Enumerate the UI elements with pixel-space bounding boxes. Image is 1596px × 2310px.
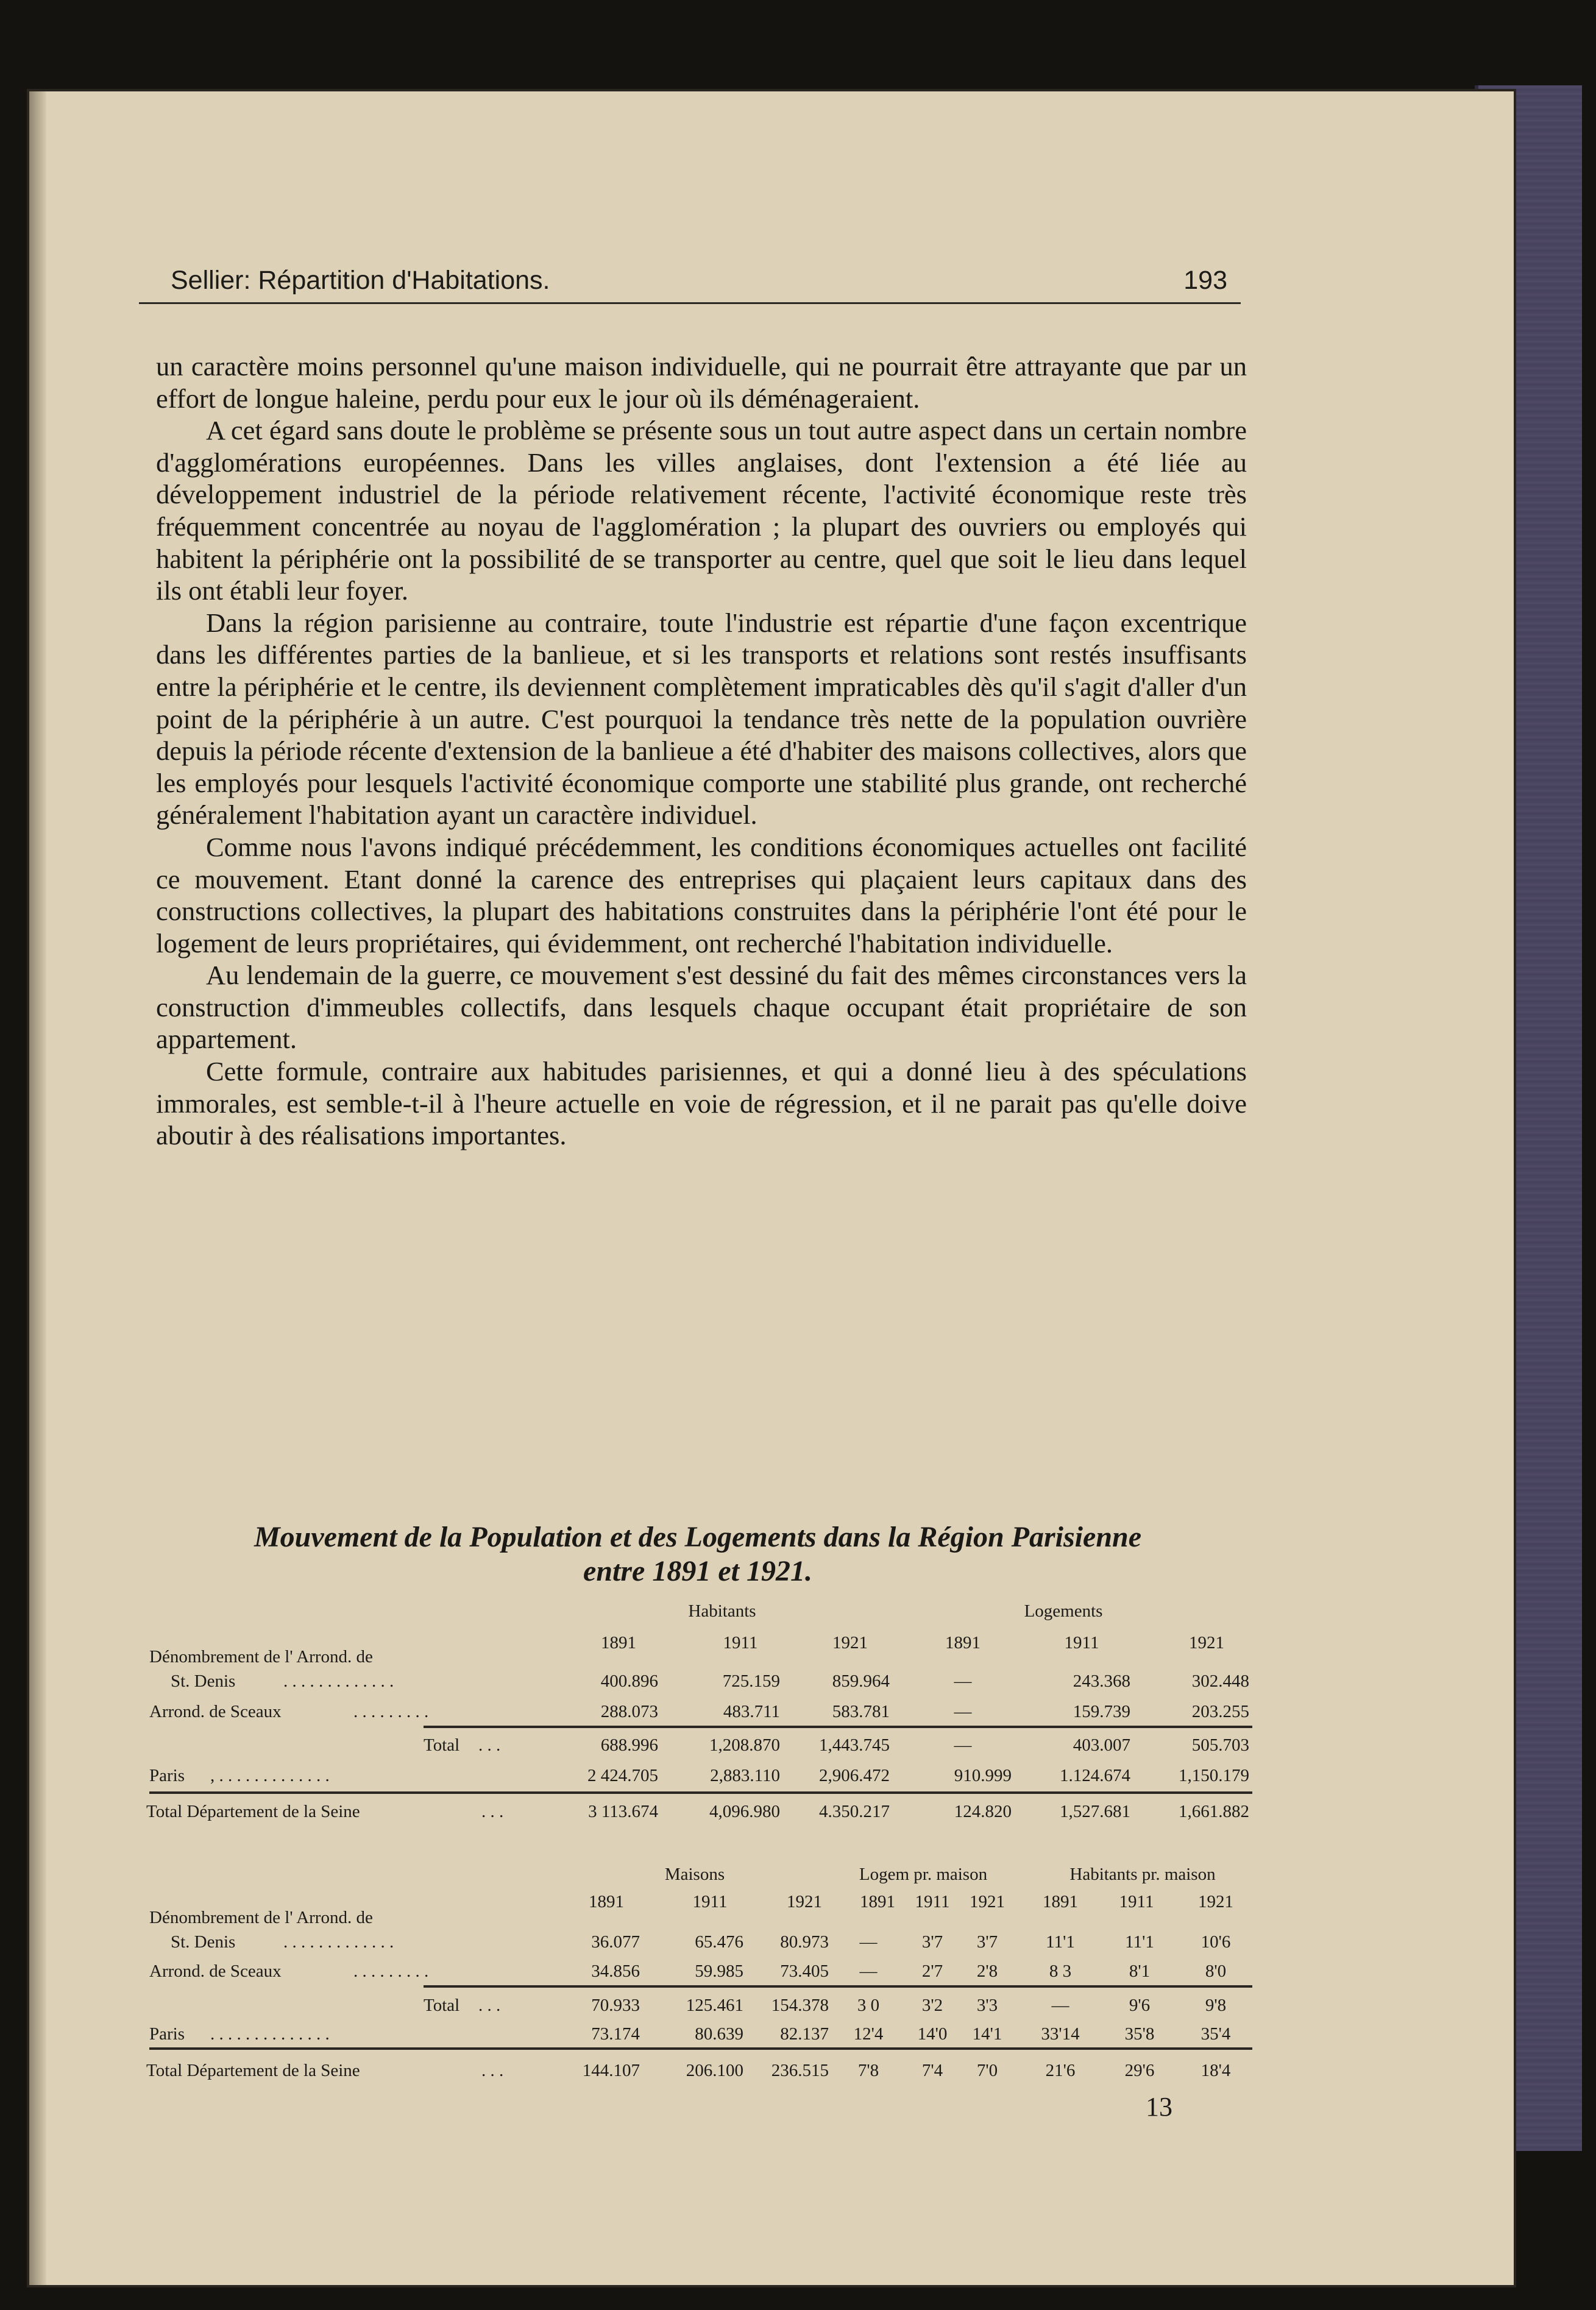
row-label: St. Denis <box>171 1932 236 1952</box>
table-cell: 34.856 <box>591 1961 640 1981</box>
table-cell: 82.137 <box>780 2024 829 2044</box>
leader-dots: . . . <box>481 1802 504 1821</box>
table-cell: — <box>859 1932 878 1952</box>
table-cell: 9'8 <box>1205 1996 1227 2015</box>
table-cell: 125.461 <box>686 1996 743 2015</box>
table-cell: 725.159 <box>722 1671 780 1691</box>
table-cell: 3'3 <box>976 1996 998 2015</box>
table-title-line: entre 1891 et 1921. <box>583 1555 812 1587</box>
leader-dots: . . . <box>481 2061 504 2080</box>
table-cell: 1,661.882 <box>1179 1802 1249 1821</box>
leader-dots: . . . . . . . . . <box>353 1702 429 1721</box>
table-cell: 1,150.179 <box>1179 1766 1249 1785</box>
table-cell: 403.007 <box>1073 1735 1130 1755</box>
table-cell: 9'6 <box>1129 1996 1151 2015</box>
table-cell: 73.174 <box>591 2024 640 2044</box>
table-cell: 236.515 <box>771 2061 829 2080</box>
year-header: 1891 <box>1043 1892 1078 1911</box>
table-cell: 2 424.705 <box>587 1766 658 1785</box>
table-cell: 2,906.472 <box>819 1766 890 1785</box>
table-cell: 302.448 <box>1191 1671 1249 1691</box>
table-cell: 4.350.217 <box>819 1802 890 1821</box>
table-cell: 80.973 <box>780 1932 829 1952</box>
table-cell: 3 113.674 <box>588 1802 658 1821</box>
table-cell: 910.999 <box>954 1766 1012 1785</box>
year-header: 1891 <box>601 1633 636 1653</box>
leader-dots: . . . <box>478 1996 501 2015</box>
table-cell: 3 0 <box>857 1996 880 2015</box>
table-cell: 206.100 <box>686 2061 743 2080</box>
table-cell: 18'4 <box>1201 2061 1231 2080</box>
table-cell: 154.378 <box>771 1996 829 2015</box>
paragraph: Dans la région parisienne au contraire, toute l'industrie est répartie d'une façon excentrique dans les différentes parties de la banlieue, et si les transports et relations sont restés insuffisants entre la périphérie et le centre, ils deviennent complètement impraticables dès qu'il s'agit d'aller d'un point de la périphérie à un autre. C'est pourquoi la tendance très nette de la population ouvrière depuis la période récente d'extension de la banlieue a été d'habiter des maisons collectives, alors que les employés pour lesquels l'activité économique comporte une stabilité plus grande, ont recherché généralement l'habitation ayant un caractère individuel. <box>156 607 1247 831</box>
table-cell: 35'4 <box>1201 2024 1231 2044</box>
table-rule <box>149 2047 1252 2050</box>
year-header: 1921 <box>787 1892 822 1911</box>
table-cell: 8 3 <box>1049 1961 1072 1981</box>
group-header-logem: Logem pr. maison <box>859 1865 988 1884</box>
table-cell: 1,208.870 <box>709 1735 780 1755</box>
paragraph: Cette formule, contraire aux habitudes parisiennes, et qui a donné lieu à des spéculations immorales, est semble-t-il à l'heure actuelle en voie de régression, et il ne parait pas qu'elle doive aboutir à des réalisations importantes. <box>156 1056 1247 1151</box>
table-cell: 1,527.681 <box>1060 1802 1130 1821</box>
body-text <box>156 350 1247 1152</box>
table-cell: 73.405 <box>780 1961 829 1981</box>
table-cell: 29'6 <box>1124 2061 1155 2080</box>
table-cell: — <box>954 1735 972 1755</box>
year-header: 1921 <box>832 1633 868 1653</box>
year-header: 1911 <box>1119 1892 1154 1911</box>
leader-dots: . . . . . . . . . <box>353 1961 429 1981</box>
table-cell: 14'1 <box>972 2024 1002 2044</box>
paragraph: A cet égard sans doute le problème se présente sous un tout autre aspect dans un certain nombre d'agglomérations européennes. Dans les villes anglaises, dont l'extension a été liée au développement industriel de la période relativement récente, l'activité économique reste très fréquemment concentrée au noyau de l'agglomération ; la plupart des ouvriers ou employés qui habitent la périphérie ont la possibilité de se transporter au centre, quel que soit le lieu dans lequel ils ont établi leur foyer. <box>156 415 1247 606</box>
table-cell: 59.985 <box>695 1961 743 1981</box>
year-header: 1921 <box>970 1892 1005 1911</box>
row-label: St. Denis <box>171 1671 236 1691</box>
table-cell: 243.368 <box>1073 1671 1130 1691</box>
row-label: Total <box>424 1996 460 2015</box>
table-cell: 70.933 <box>591 1996 640 2015</box>
year-header: 1891 <box>589 1892 624 1911</box>
table-cell: 11'1 <box>1046 1932 1075 1952</box>
group-header-habitants: Habitants <box>688 1601 756 1621</box>
group-header-maisons: Maisons <box>664 1865 725 1884</box>
row-label: Arrond. de Sceaux <box>149 1702 282 1721</box>
table-rule <box>424 1985 1252 1988</box>
running-head-title: Sellier: Répartition d'Habitations. <box>171 266 550 295</box>
table-cell: 288.073 <box>600 1702 658 1721</box>
row-label: Arrond. de Sceaux <box>149 1961 282 1981</box>
year-header: 1911 <box>1064 1633 1099 1653</box>
table-cell: 7'8 <box>857 2061 879 2080</box>
table-cell: 583.781 <box>832 1702 890 1721</box>
table-cell: 2,883.110 <box>710 1766 780 1785</box>
table-cell: 3'7 <box>921 1932 943 1952</box>
row-label: Paris <box>149 2024 185 2044</box>
year-header: 1891 <box>945 1633 981 1653</box>
table-cell: 7'4 <box>921 2061 943 2080</box>
table-cell: — <box>954 1671 972 1691</box>
page-number: 193 <box>1183 266 1227 295</box>
table-cell: 7'0 <box>976 2061 998 2080</box>
page-gutter <box>29 91 46 2285</box>
table-rule <box>424 1726 1252 1728</box>
table-title-line: Mouvement de la Population et des Logements dans la Région Parisienne <box>254 1521 1142 1553</box>
leader-dots: . . . . . . . . . . . . . <box>283 1671 394 1691</box>
table-cell: — <box>859 1961 878 1981</box>
table-cell: 14'0 <box>917 2024 948 2044</box>
table-cell: 2'8 <box>976 1961 998 1981</box>
paragraph: Au lendemain de la guerre, ce mouvement s'est dessiné du fait des mêmes circonstances vers la construction d'immeubles collectifs, dans lesquels chaque occupant était propriétaire de son appartement. <box>156 960 1247 1055</box>
table-cell: 4,096.980 <box>709 1802 780 1821</box>
year-header: 1891 <box>860 1892 895 1911</box>
row-label: Total <box>424 1735 460 1755</box>
table-cell: 505.703 <box>1191 1735 1249 1755</box>
table-cell: 688.996 <box>600 1735 658 1755</box>
row-label: Paris <box>149 1766 185 1785</box>
table-cell: — <box>954 1702 972 1721</box>
table-cell: 3'7 <box>976 1932 998 1952</box>
running-head <box>139 262 1241 304</box>
leader-dots: . . . <box>478 1735 501 1755</box>
table-cell: 203.255 <box>1191 1702 1249 1721</box>
group-header-logements: Logements <box>1024 1601 1103 1621</box>
paragraph: un caractère moins personnel qu'une maison individuelle, qui ne pourrait être attrayante que par un effort de longue haleine, perdu pour eux le jour où ils déménageraient. <box>156 351 1247 414</box>
table-cell: 10'6 <box>1201 1932 1231 1952</box>
signature-mark: 13 <box>1146 2092 1172 2122</box>
paragraph: Comme nous l'avons indiqué précédemment, les conditions économiques actuelles ont facilité ce mouvement. Etant donné la carence des entreprises qui plaçaient leurs capitaux dans des constructions collectives, la plupart des habitations construites dans la périphérie l'ont été pour le logement de leurs propriétaires, qui évidemment, ont recherché l'habitation individuelle. <box>156 831 1247 958</box>
table-cell: 65.476 <box>695 1932 743 1952</box>
table-cell: 400.896 <box>600 1671 658 1691</box>
group-header-habitants: Habitants pr. maison <box>1069 1865 1216 1884</box>
table-cell: 1.124.674 <box>1060 1766 1130 1785</box>
table-cell: — <box>1051 1996 1069 2015</box>
row-label: Dénombrement de l' Arrond. de <box>149 1908 373 1927</box>
row-label: Dénombrement de l' Arrond. de <box>149 1647 373 1667</box>
table-cell: 11'1 <box>1125 1932 1154 1952</box>
table-cell: 2'7 <box>921 1961 943 1981</box>
year-header: 1921 <box>1189 1633 1224 1653</box>
table-cell: 35'8 <box>1124 2024 1155 2044</box>
table-cell: 1,443.745 <box>819 1735 890 1755</box>
year-header: 1911 <box>692 1892 728 1911</box>
table-cell: 33'14 <box>1041 2024 1080 2044</box>
year-header: 1921 <box>1198 1892 1233 1911</box>
table-cell: 124.820 <box>954 1802 1012 1821</box>
table-rule <box>149 1791 1252 1794</box>
table-cell: 8'1 <box>1129 1961 1151 1981</box>
year-header: 1911 <box>723 1633 758 1653</box>
table-cell: 80.639 <box>695 2024 743 2044</box>
leader-dots: , . . . . . . . . . . . . . <box>210 1766 330 1785</box>
table-title <box>146 1520 1249 1589</box>
leader-dots: . . . . . . . . . . . . . <box>283 1932 394 1952</box>
table-cell: 3'2 <box>921 1996 943 2015</box>
row-label: Total Département de la Seine <box>146 1802 360 1821</box>
table-cell: 859.964 <box>832 1671 890 1691</box>
table-cell: 483.711 <box>723 1702 780 1721</box>
table-cell: 159.739 <box>1073 1702 1130 1721</box>
table-cell: 21'6 <box>1045 2061 1076 2080</box>
table-cell: 12'4 <box>853 2024 884 2044</box>
table-cell: 144.107 <box>582 2061 640 2080</box>
table-cell: 36.077 <box>591 1932 640 1952</box>
table-cell: 8'0 <box>1205 1961 1227 1981</box>
year-header: 1911 <box>915 1892 950 1911</box>
row-label: Total Département de la Seine <box>146 2061 360 2080</box>
leader-dots: . . . . . . . . . . . . . . <box>210 2024 330 2044</box>
